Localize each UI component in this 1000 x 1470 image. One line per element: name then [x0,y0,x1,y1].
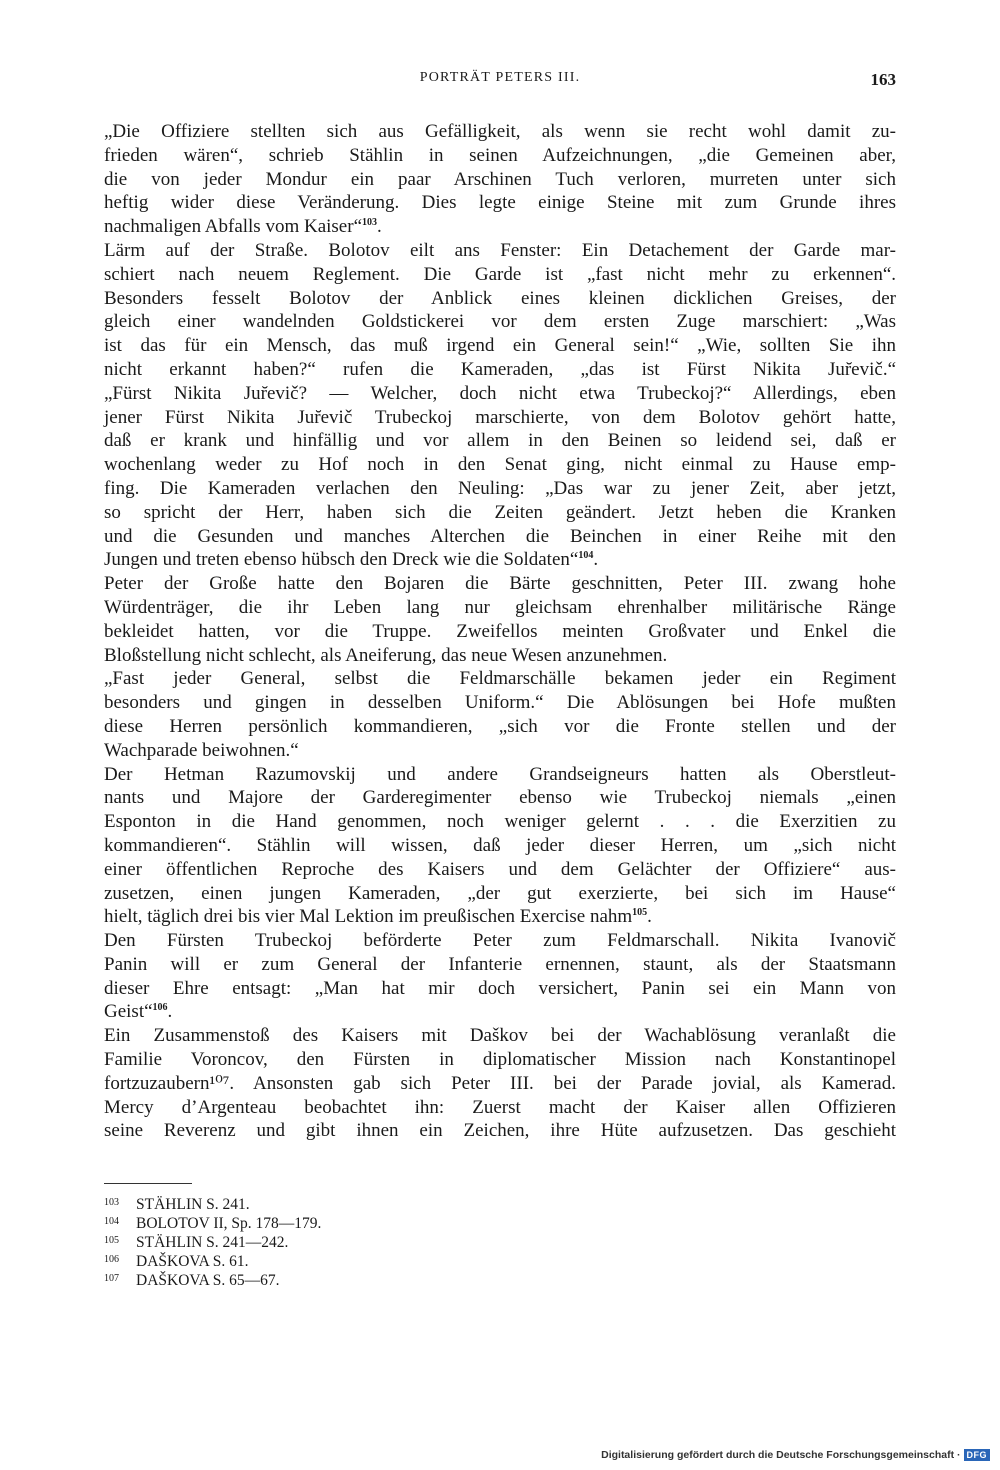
footnote-number: 106 [104,1254,119,1265]
dfg-logo-icon: DFG [964,1449,991,1461]
text-line: seine Reverenz und gibt ihnen ein Zeichen, ihre Hüte aufzusetzen. Das geschieht [104,1120,896,1142]
text-line: diese Herren persönlich kommandieren, „sich vor die Fronte stellen und der [104,715,896,737]
text-line: zusetzen, einen jungen Kameraden, „der gut exerzierte, bei sich im Hause“ [104,882,896,904]
text-line: heftig wider diese Veränderung. Dies legte einige Steine mit zum Grunde ihres [104,192,896,214]
text-line: Familie Voroncov, den Fürsten in diplomatischer Mission nach Konstantinopel [104,1049,896,1071]
text-line: fing. Die Kameraden verlachen den Neuling: „Das war zu jener Zeit, aber jetzt, [104,477,896,499]
text-line: Wachparade beiwohnen.“ [104,739,299,761]
credit-text: Digitalisierung gefördert durch die Deutsche Forschungsgemeinschaft · [601,1449,961,1461]
text-line: „Fürst Nikita Jur̆evič? — Welcher, doch nicht etwa Trubeckoj?“ Allerdings, eben [104,382,896,404]
text-line: Esponton in die Hand genommen, noch weniger gelernt . . . die Exerzitien zu [104,811,896,833]
page-number: 163 [870,70,896,89]
text-line: die von jeder Mondur ein paar Arschinen Tuch verloren, murreten unter sich [104,168,896,190]
body-text [104,120,896,1143]
text-line: Besonders fesselt Bolotov der Anblick eines kleinen dicklichen Greises, der [104,287,896,309]
paragraph [104,929,896,1024]
footnote-text: STÄHLIN S. 241—242. [136,1234,289,1251]
footnote-text: STÄHLIN S. 241. [136,1196,250,1213]
footnote-ref: 103 [362,217,378,229]
text-line: Der Hetman Razumovskij und andere Grandseigneurs hatten als Oberstleut- [104,763,896,785]
footnote-number: 104 [104,1216,119,1227]
footnotes [104,1194,604,1289]
text-line: besonders und gingen in desselben Uniform.“ Die Ablösungen bei Hofe mußten [104,692,896,714]
text-line: nants und Majore der Garderegimenter ebenso wie Trubeckoj niemals „einen [104,787,896,809]
text-line: jener Fürst Nikita Jur̆evič Trubeckoj marschierte, von dem Bolotov gehört hatte, [104,406,896,428]
text-line: frieden wären“, schrieb Stählin in seinen Aufzeichnungen, „die Gemeinen aber, [104,144,896,166]
text-line: daß er krank und hinfällig und vor allem in den Beinen so leidend sei, daß er [104,430,896,452]
page-header [104,66,896,96]
footnote-ref: 104 [578,550,594,562]
text-line: Lärm auf der Straße. Bolotov eilt ans Fenster: Ein Detachement der Garde mar- [104,239,896,261]
paragraph [104,1024,896,1143]
text-line: ist das für ein Mensch, das muß irgend ein General sein!“ „Wie, sollten Sie ihn [104,335,896,357]
text-line: Ein Zusammenstoß des Kaisers mit Daškov bei der Wachablösung veranlaßt die [104,1025,896,1047]
footnote-text: DAŠKOVA S. 65—67. [136,1272,280,1289]
digitization-credit [601,1449,990,1461]
text-line: wochenlang weder zu Hof noch in den Senat ging, nicht einmal zu Hause emp- [104,454,896,476]
text-line: Mercy d’Argenteau beobachtet ihn: Zuerst macht der Kaiser allen Offizieren [104,1096,896,1118]
text-line: Würdenträger, die ihr Leben lang nur gleichsam ehrenhalber militärische Ränge [104,596,896,618]
text-line: gleich einer wandelnden Goldstickerei vor dem ersten Zuge marschiert: „Was [104,311,896,333]
text-line: Jungen und treten ebenso hübsch den Dreck wie die Soldaten“$^{104}$. [104,549,599,571]
text-line: einer öffentlichen Reproche des Kaisers und dem Gelächter der Offiziere“ aus- [104,858,896,880]
footnote-number: 105 [104,1235,119,1246]
footnote [104,1213,604,1232]
text-line: Den Fürsten Trubeckoj beförderte Peter zum Feldmarschall. Nikita Ivanovič [104,930,896,952]
footnote-text: DAŠKOVA S. 61. [136,1253,249,1270]
paragraph [104,239,896,572]
text-line: „Die Offiziere stellten sich aus Gefälligkeit, als wenn sie recht wohl damit zu- [104,121,896,142]
text-line: und die Gesunden und manches Alterchen die Beinchen in einer Reihe mit den [104,525,896,547]
footnote [104,1194,604,1213]
paragraph [104,572,896,667]
text-line: Geist“$^{106}$. [104,1001,173,1023]
footnote-text: BOLOTOV II, Sp. 178—179. [136,1215,322,1232]
text-line: nachmaligen Abfalls vom Kaiser“$^{103}$. [104,216,382,238]
paragraph [104,667,896,762]
text-line: so spricht der Herr, haben sich die Zeiten geändert. Jetzt heben die Kranken [104,501,896,523]
footnote [104,1251,604,1270]
text-line: hielt, täglich drei bis vier Mal Lektion im preußischen Exercise nahm$^{105}$. [104,906,652,928]
paragraph [104,763,896,930]
footnote-divider [104,1183,192,1184]
text-line: dieser Ehre entsagt: „Man hat mir doch versichert, Panin sei ein Mann von [104,977,896,999]
footnote-number: 107 [104,1273,119,1284]
text-line: „Fast jeder General, selbst die Feldmarschälle bekamen jeder ein Regiment [104,668,896,690]
footnote-ref: 105 [632,907,648,919]
footnote [104,1270,604,1289]
text-line: Bloßstellung nicht schlecht, als Aneiferung, das neue Wesen anzunehmen. [104,644,668,666]
paragraph [104,120,896,239]
text-line: Peter der Große hatte den Bojaren die Bärte geschnitten, Peter III. zwang hohe [104,573,896,595]
text-line: schiert nach neuem Reglement. Die Garde ist „fast nicht mehr zu erkennen“. [104,263,896,285]
footnote-number: 103 [104,1197,119,1208]
footnote [104,1232,604,1251]
footnote-ref: 106 [152,1002,168,1014]
text-line: Panin will er zum General der Infanterie ernennen, staunt, als der Staatsmann [104,953,896,975]
text-line: nicht erkannt haben?“ rufen die Kameraden, „das ist Fürst Nikita Jur̆evič.“ [104,358,896,380]
text-line: bekleidet hatten, vor die Truppe. Zweifellos meinten Großvater und Enkel die [104,620,896,642]
text-line: fortzuzaubern¹⁰⁷. Ansonsten gab sich Peter III. bei der Parade jovial, als Kamerad. [104,1072,896,1094]
text-line: kommandieren“. Stählin will wissen, daß jeder dieser Herren, um „sich nicht [104,834,896,856]
running-head: PORTRÄT PETERS III. [419,70,581,85]
